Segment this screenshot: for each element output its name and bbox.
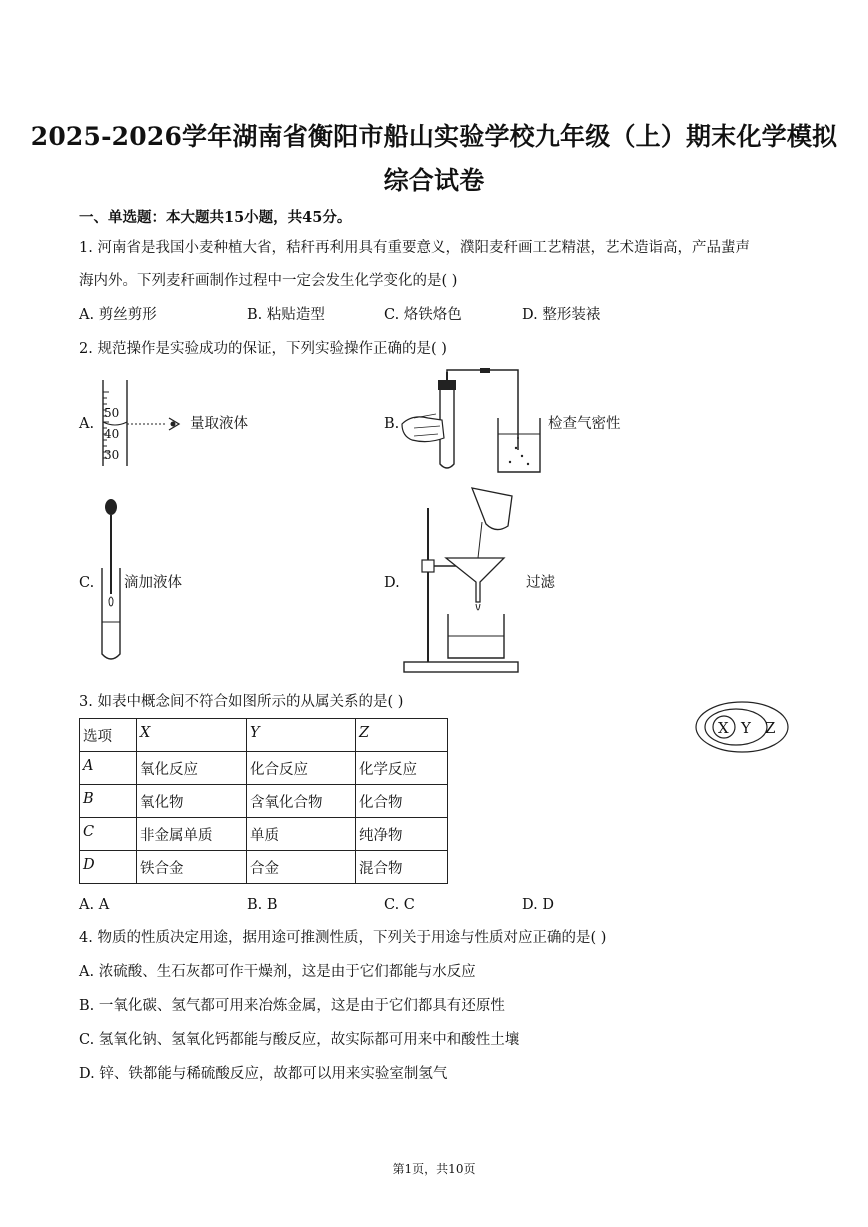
q3-option-b: B. B bbox=[247, 897, 278, 913]
section-heading: 一、单选题：本大题共15小题，共45分。 bbox=[79, 209, 352, 226]
table-row bbox=[80, 851, 448, 884]
q1-option-b: B. 粘贴造型 bbox=[247, 307, 325, 323]
table-row bbox=[80, 785, 448, 818]
dropper-figure bbox=[96, 498, 126, 664]
q3-stem: 3. 如表中概念间不符合如图所示的从属关系的是( ) bbox=[79, 694, 404, 710]
table-header-cell: 选项 bbox=[80, 719, 137, 752]
q1-option-a: A. 剪丝剪形 bbox=[79, 307, 157, 323]
table-cell: 化合物 bbox=[356, 785, 448, 818]
table-row bbox=[80, 752, 448, 785]
table-cell: 氧化物 bbox=[137, 785, 247, 818]
venn-label-x: X bbox=[718, 719, 729, 737]
q2-option-a-caption: 量取液体 bbox=[190, 416, 248, 432]
table-header-cell: Z bbox=[356, 719, 448, 752]
q1-option-d: D. 整形装裱 bbox=[522, 307, 601, 323]
q2-option-a-letter: A. bbox=[79, 416, 95, 432]
table-cell: 铁合金 bbox=[137, 851, 247, 884]
table-cell: 化学反应 bbox=[356, 752, 448, 785]
table-cell: 非金属单质 bbox=[137, 818, 247, 851]
q4-option-d: D. 锌、铁都能与稀硫酸反应，故都可以用来实验室制氢气 bbox=[79, 1066, 448, 1082]
venn-label-y: Y bbox=[741, 719, 751, 737]
table-cell: 含氧化合物 bbox=[247, 785, 356, 818]
table-cell: B bbox=[80, 785, 137, 818]
table-cell: 化合反应 bbox=[247, 752, 356, 785]
cylinder-tick-30: 30 bbox=[104, 448, 120, 462]
q2-option-b-letter: B. bbox=[384, 416, 400, 432]
page-number-footer: 第1页，共10页 bbox=[392, 1162, 476, 1176]
q4-option-c: C. 氢氧化钠、氢氧化钙都能与酸反应，故实际都可用来中和酸性土壤 bbox=[79, 1032, 520, 1048]
table-cell: 合金 bbox=[247, 851, 356, 884]
table-cell: 纯净物 bbox=[356, 818, 448, 851]
table-cell: A bbox=[80, 752, 137, 785]
q4-stem: 4. 物质的性质决定用途，据用途可推测性质，下列关于用途与性质对应正确的是( ) bbox=[79, 930, 607, 946]
q3-option-d: D. D bbox=[522, 897, 554, 913]
exam-title-line2: 综合试卷 bbox=[383, 166, 485, 195]
q2-option-c-letter: C. bbox=[79, 575, 95, 591]
q2-option-b-caption: 检查气密性 bbox=[548, 416, 621, 432]
concept-table bbox=[79, 718, 448, 884]
table-header-cell: Y bbox=[247, 719, 356, 752]
table-cell: 氧化反应 bbox=[137, 752, 247, 785]
exam-title-line1: 2025-2026学年湖南省衡阳市船山实验学校九年级（上）期末化学模拟 bbox=[30, 122, 838, 151]
q3-option-a: A. A bbox=[79, 897, 110, 913]
q1-stem-line2: 海内外。下列麦秆画制作过程中一定会发生化学变化的是( ) bbox=[79, 273, 458, 289]
q3-option-c: C. C bbox=[384, 897, 415, 913]
cylinder-tick-40: 40 bbox=[104, 427, 120, 441]
q2-option-d-letter: D. bbox=[384, 575, 400, 591]
q1-option-c: C. 烙铁烙色 bbox=[384, 307, 462, 323]
table-cell: 混合物 bbox=[356, 851, 448, 884]
q4-option-a: A. 浓硫酸、生石灰都可作干燥剂，这是由于它们都能与水反应 bbox=[79, 964, 476, 980]
table-header-cell: X bbox=[137, 719, 247, 752]
table-cell: 单质 bbox=[247, 818, 356, 851]
airtightness-check-figure bbox=[398, 368, 548, 476]
cylinder-tick-50: 50 bbox=[104, 406, 120, 420]
q1-stem-line1: 1. 河南省是我国小麦种植大省，秸秆再利用具有重要意义，濮阳麦秆画工艺精湛，艺术造诣高，产品蜚声 bbox=[79, 240, 750, 256]
q2-stem: 2. 规范操作是实验成功的保证，下列实验操作正确的是( ) bbox=[79, 341, 447, 357]
table-header-row bbox=[80, 719, 448, 752]
table-row bbox=[80, 818, 448, 851]
q2-option-d-caption: 过滤 bbox=[526, 575, 555, 591]
q4-option-b: B. 一氧化碳、氢气都可用来冶炼金属，这是由于它们都具有还原性 bbox=[79, 998, 505, 1014]
q2-option-c-caption: 滴加液体 bbox=[124, 575, 182, 591]
table-cell: D bbox=[80, 851, 137, 884]
filtration-figure bbox=[400, 486, 530, 678]
table-cell: C bbox=[80, 818, 137, 851]
venn-label-z: Z bbox=[765, 719, 776, 737]
